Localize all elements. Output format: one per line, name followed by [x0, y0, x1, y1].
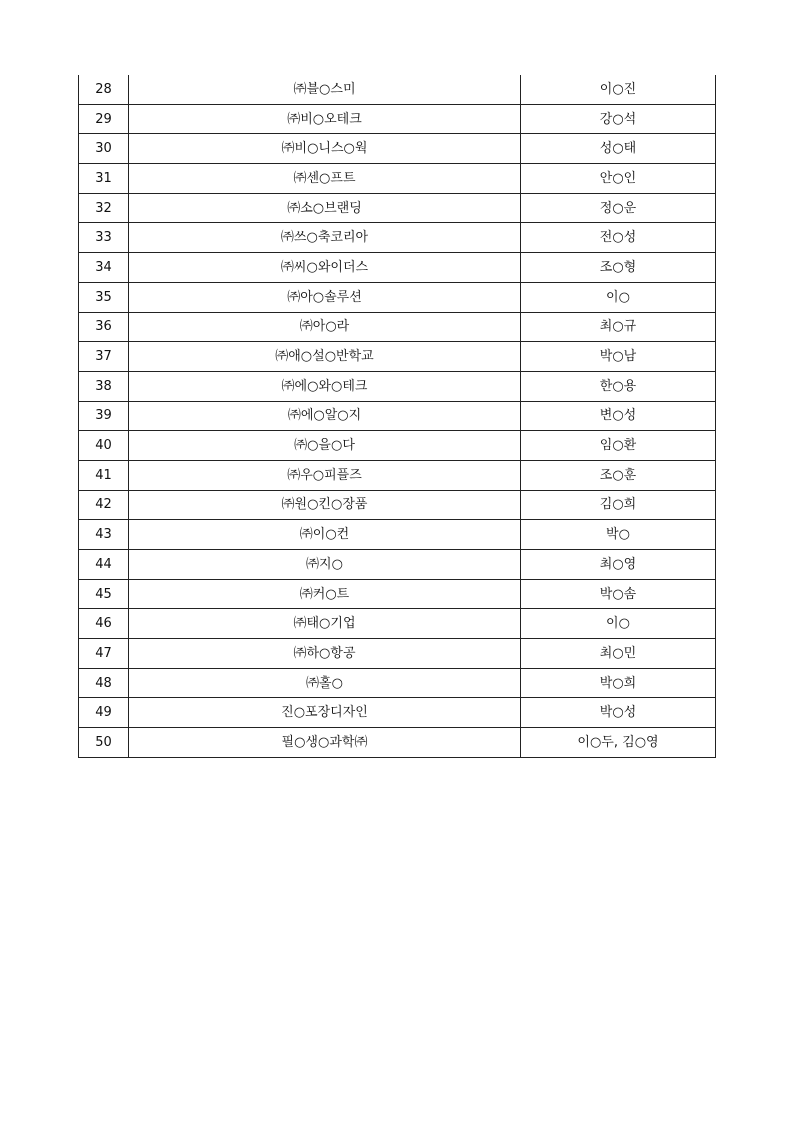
representative-name: 박○솜	[521, 579, 716, 609]
table-row	[79, 668, 716, 698]
table-row	[79, 639, 716, 669]
representative-name: 최○민	[521, 639, 716, 669]
representative-name: 이○	[521, 609, 716, 639]
company-name: ㈜아○라	[129, 312, 521, 342]
table-row	[79, 550, 716, 580]
representative-name: 조○형	[521, 253, 716, 283]
table-row	[79, 460, 716, 490]
company-name: ㈜지○	[129, 550, 521, 580]
company-name: ㈜센○프트	[129, 164, 521, 194]
company-name: 진○포장디자인	[129, 698, 521, 728]
table-row	[79, 134, 716, 164]
row-number: 28	[79, 75, 129, 104]
table-row	[79, 75, 716, 104]
representative-name: 최○규	[521, 312, 716, 342]
representative-name: 강○석	[521, 104, 716, 134]
company-name: ㈜커○트	[129, 579, 521, 609]
table-row	[79, 609, 716, 639]
company-name: ㈜아○솔루션	[129, 282, 521, 312]
table-row	[79, 312, 716, 342]
row-number: 45	[79, 579, 129, 609]
table-row	[79, 104, 716, 134]
company-list-table	[78, 75, 716, 758]
representative-name: 조○훈	[521, 460, 716, 490]
company-name: ㈜홀○	[129, 668, 521, 698]
company-name: ㈜에○와○테크	[129, 371, 521, 401]
table-row	[79, 520, 716, 550]
table-row	[79, 282, 716, 312]
representative-name: 한○용	[521, 371, 716, 401]
table-row	[79, 342, 716, 372]
row-number: 43	[79, 520, 129, 550]
table-row	[79, 698, 716, 728]
row-number: 44	[79, 550, 129, 580]
company-name: ㈜애○설○반학교	[129, 342, 521, 372]
company-name: ㈜태○기업	[129, 609, 521, 639]
representative-name: 최○영	[521, 550, 716, 580]
row-number: 36	[79, 312, 129, 342]
row-number: 41	[79, 460, 129, 490]
company-name: ㈜에○알○지	[129, 401, 521, 431]
table-row	[79, 728, 716, 758]
row-number: 33	[79, 223, 129, 253]
row-number: 34	[79, 253, 129, 283]
representative-name: 이○진	[521, 75, 716, 104]
company-name: ㈜우○피플즈	[129, 460, 521, 490]
representative-name: 이○	[521, 282, 716, 312]
row-number: 39	[79, 401, 129, 431]
representative-name: 임○환	[521, 431, 716, 461]
row-number: 38	[79, 371, 129, 401]
row-number: 37	[79, 342, 129, 372]
row-number: 50	[79, 728, 129, 758]
company-name: ㈜이○컨	[129, 520, 521, 550]
representative-name: 박○희	[521, 668, 716, 698]
row-number: 35	[79, 282, 129, 312]
table-row	[79, 253, 716, 283]
row-number: 29	[79, 104, 129, 134]
company-name: ㈜비○오테크	[129, 104, 521, 134]
row-number: 48	[79, 668, 129, 698]
company-name: ㈜하○항공	[129, 639, 521, 669]
row-number: 42	[79, 490, 129, 520]
representative-name: 박○남	[521, 342, 716, 372]
company-name: ㈜○을○다	[129, 431, 521, 461]
table-row	[79, 490, 716, 520]
row-number: 31	[79, 164, 129, 194]
representative-name: 변○성	[521, 401, 716, 431]
company-name: ㈜소○브랜딩	[129, 193, 521, 223]
table-row	[79, 164, 716, 194]
row-number: 32	[79, 193, 129, 223]
table-row	[79, 193, 716, 223]
representative-name: 안○인	[521, 164, 716, 194]
company-name: ㈜블○스미	[129, 75, 521, 104]
company-name: ㈜비○니스○웍	[129, 134, 521, 164]
representative-name: 이○두, 김○영	[521, 728, 716, 758]
company-name: 필○생○과학㈜	[129, 728, 521, 758]
table-row	[79, 223, 716, 253]
row-number: 40	[79, 431, 129, 461]
table-row	[79, 371, 716, 401]
company-name: ㈜쓰○축코리아	[129, 223, 521, 253]
company-name: ㈜원○킨○장품	[129, 490, 521, 520]
table-row	[79, 401, 716, 431]
table-row	[79, 431, 716, 461]
representative-name: 정○운	[521, 193, 716, 223]
row-number: 49	[79, 698, 129, 728]
representative-name: 전○성	[521, 223, 716, 253]
row-number: 46	[79, 609, 129, 639]
row-number: 47	[79, 639, 129, 669]
representative-name: 성○태	[521, 134, 716, 164]
representative-name: 김○희	[521, 490, 716, 520]
representative-name: 박○	[521, 520, 716, 550]
company-name: ㈜씨○와이더스	[129, 253, 521, 283]
row-number: 30	[79, 134, 129, 164]
table-row	[79, 579, 716, 609]
representative-name: 박○성	[521, 698, 716, 728]
